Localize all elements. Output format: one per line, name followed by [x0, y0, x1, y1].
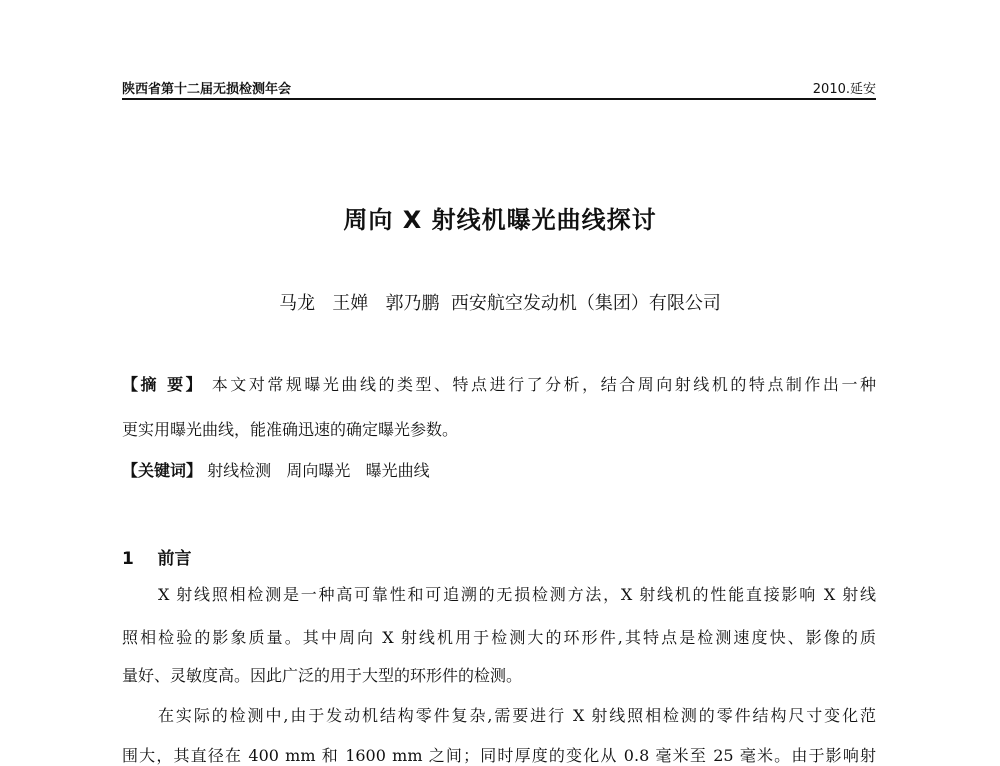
- abstract-label: 【摘 要】: [122, 375, 205, 394]
- paragraph-1-text-3: 量好、灵敏度高。因此广泛的用于大型的环形件的检测。: [122, 666, 523, 685]
- authors-affiliation: 马龙 王婵 郭乃鹏 西安航空发动机（集团）有限公司: [279, 293, 721, 314]
- paper-title: 周向 X 射线机曝光曲线探讨: [343, 206, 657, 234]
- keywords-value: 射线检测 周向曝光 曝光曲线: [207, 461, 430, 480]
- paragraph-1-text-1: X 射线照相检测是一种高可靠性和可追溯的无损检测方法，X 射线机的性能直接影响 X 射线: [158, 585, 876, 604]
- running-header: [122, 76, 876, 98]
- abstract-line-2: [122, 420, 876, 440]
- paragraph-1-line-3: [122, 666, 876, 686]
- paragraph-1-text-2: 照相检验的影象质量。其中周向 X 射线机用于检测大的环形件,其特点是检测速度快、影像的质: [122, 628, 876, 647]
- paragraph-1-line-1: [158, 585, 876, 605]
- header-rule: [122, 98, 876, 100]
- paragraph-1-line-2: [122, 628, 876, 648]
- abstract-text-1: 本文对常规曝光曲线的类型、特点进行了分析，结合周向射线机的特点制作出一种: [211, 375, 876, 394]
- conference-date-location: 2010.延安: [812, 82, 876, 97]
- keywords-line: [122, 461, 876, 481]
- paragraph-2-text-1: 在实际的检测中,由于发动机结构零件复杂,需要进行 X 射线照相检测的零件结构尺寸变化范: [158, 706, 876, 725]
- paragraph-2-line-2: [122, 746, 876, 766]
- abstract-line-1: [122, 375, 876, 395]
- conference-name: 陕西省第十二届无损检测年会: [122, 82, 292, 97]
- section-heading-1: 1 前言: [122, 549, 192, 569]
- keywords-label: 【关键词】: [122, 461, 203, 480]
- paragraph-2-text-2: 围大，其直径在 400 mm 和 1600 mm 之间；同时厚度的变化从 0.8 毫米至 25 毫米。由于影响射: [122, 746, 876, 765]
- paragraph-2-line-1: [158, 706, 876, 726]
- abstract-text-2: 更实用曝光曲线，能准确迅速的确定曝光参数。: [122, 420, 459, 439]
